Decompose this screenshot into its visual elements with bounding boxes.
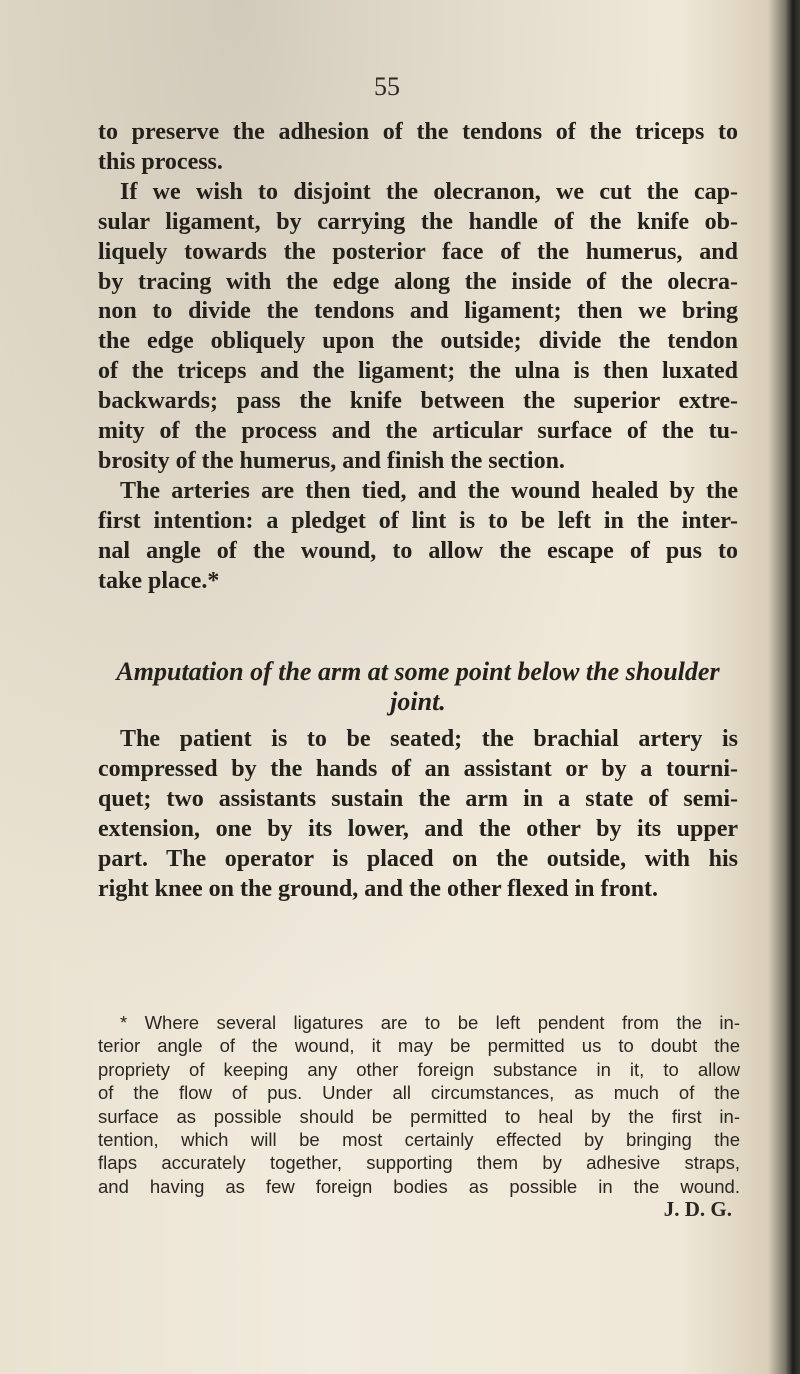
text-line: sular ligament, by carrying the handle of the knife ob-	[98, 208, 738, 235]
text-line: to preserve the adhesion of the tendons of the triceps to	[98, 119, 738, 145]
page-number: 55	[374, 72, 400, 101]
text-line: right knee on the ground, and the other flexed in front.	[98, 875, 659, 902]
text-line: compressed by the hands of an assistant or by a tourni-	[98, 755, 738, 782]
text-line: If we wish to disjoint the olecranon, we cut the cap-	[120, 178, 738, 205]
text-line: liquely towards the posterior face of the humerus, and	[98, 238, 738, 265]
text-line: by tracing with the edge along the inside of the olecra-	[98, 268, 738, 295]
paragraph-olecranon	[98, 118, 738, 597]
heading-line: joint.	[390, 687, 446, 716]
text-line: nal angle of the wound, to allow the escape of pus to	[98, 537, 738, 564]
footnote-line: terior angle of the wound, it may be permitted us to doubt the	[98, 1035, 740, 1057]
text-line: quet; two assistants sustain the arm in a state of semi-	[98, 785, 738, 812]
footnote-line: and having as few foreign bodies as possible in the wound.	[98, 1175, 740, 1197]
text-line: take place.*	[98, 567, 220, 594]
text-line: extension, one by its lower, and the other by its upper	[98, 815, 738, 842]
text-line: this process.	[98, 148, 223, 175]
footnote-line: * Where several ligatures are to be left pendent from the in-	[120, 1012, 740, 1033]
text-line: The patient is to be seated; the brachial artery is	[120, 726, 738, 752]
footnote	[98, 1011, 740, 1222]
heading-line: Amputation of the arm at some point below the shoulder	[116, 657, 720, 686]
page-edge-shadow	[786, 0, 800, 1374]
footnote-line: surface as possible should be permitted to heal by the first in-	[98, 1105, 740, 1127]
text-line: first intention: a pledget of lint is to be left in the inter-	[98, 507, 738, 534]
text-line: non to divide the tendons and ligament; then we bring	[98, 298, 738, 325]
paragraph-amputation	[98, 725, 738, 904]
footnote-line: propriety of keeping any other foreign substance in it, to allow	[98, 1058, 740, 1080]
text-line: The arteries are then tied, and the wound healed by the	[120, 477, 738, 504]
text-line: the edge obliquely upon the outside; divide the tendon	[98, 328, 738, 355]
text-line: part. The operator is placed on the outside, with his	[98, 845, 738, 872]
section-heading	[98, 657, 738, 717]
text-line: backwards; pass the knife between the superior extre-	[98, 388, 738, 415]
footnote-line: tention, which will be most certainly effected by bringing the	[98, 1129, 740, 1151]
text-line: mity of the process and the articular surface of the tu-	[98, 418, 738, 445]
footnote-signature: J. D. G.	[663, 1197, 732, 1222]
text-line: brosity of the humerus, and finish the section.	[98, 447, 565, 474]
footnote-line: of the flow of pus. Under all circumstances, as much of the	[98, 1082, 740, 1104]
footnote-line: flaps accurately together, supporting them by adhesive straps,	[98, 1152, 740, 1174]
text-line: of the triceps and the ligament; the ulna is then luxated	[98, 358, 738, 385]
